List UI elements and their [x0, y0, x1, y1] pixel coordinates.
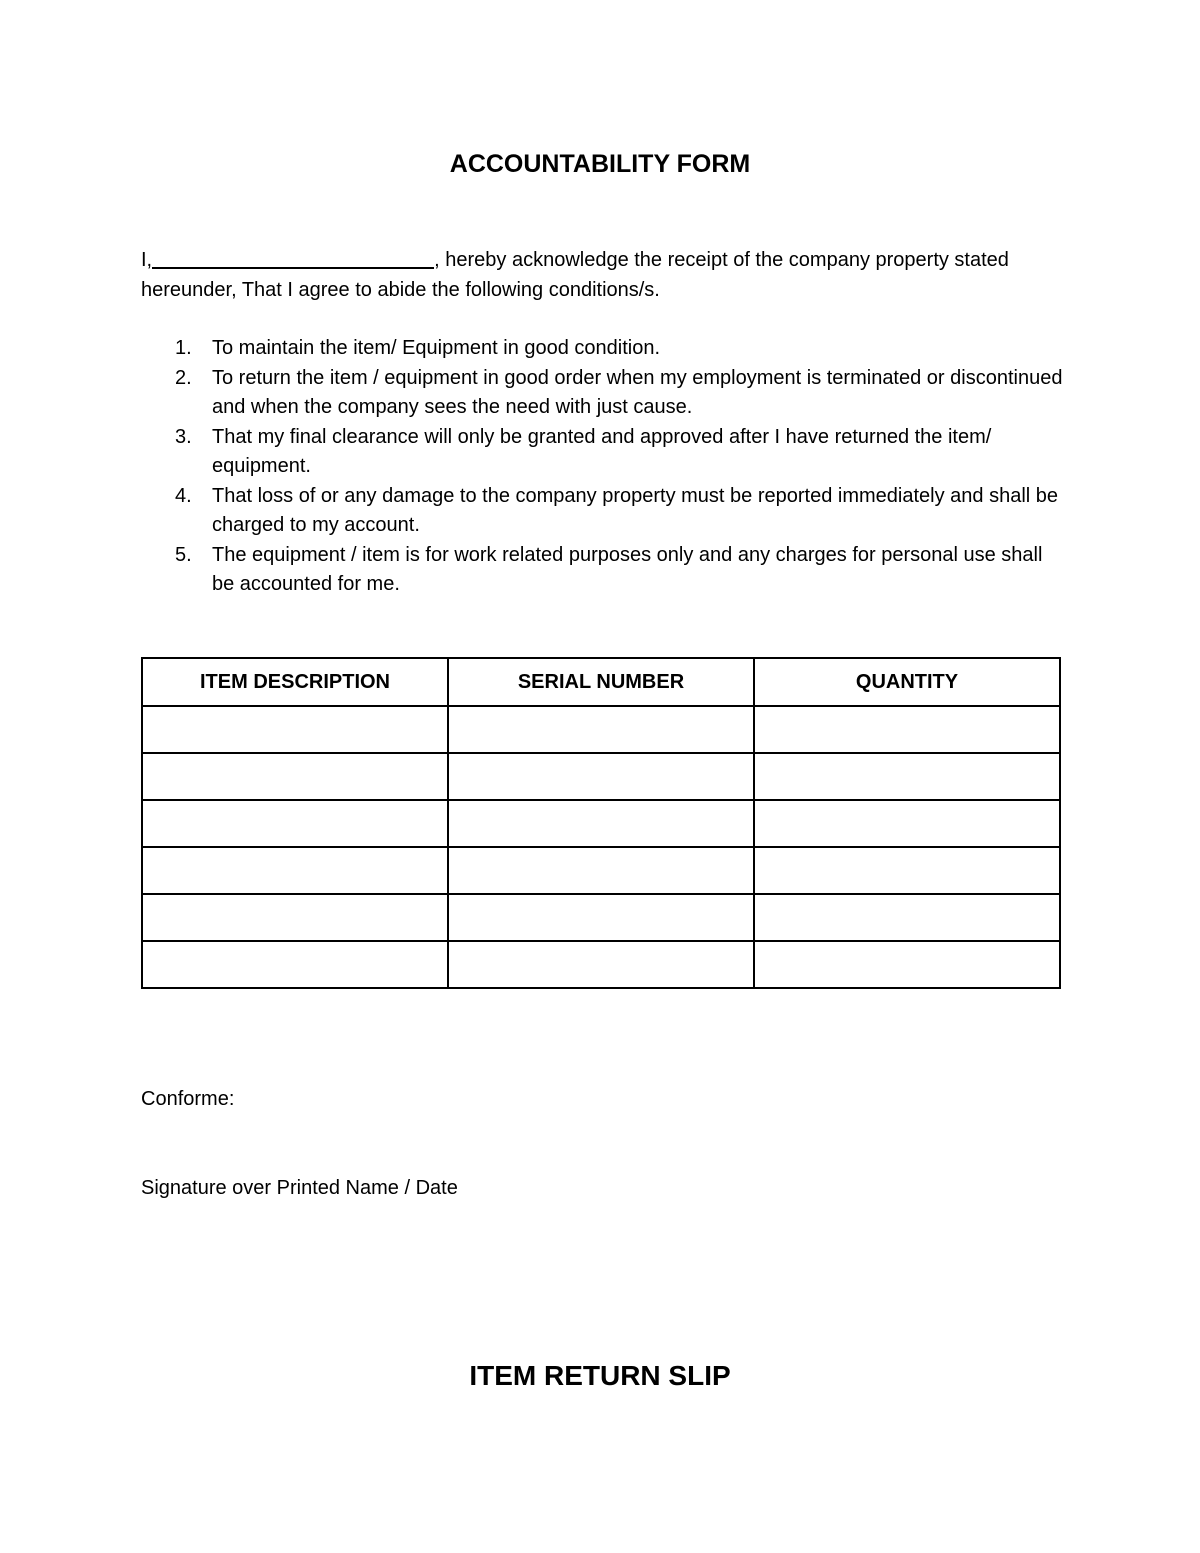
- form-title: ACCOUNTABILITY FORM: [449, 150, 751, 178]
- condition-number: 2.: [175, 366, 192, 389]
- serial-number-cell[interactable]: [448, 706, 754, 753]
- header-item-description: ITEM DESCRIPTION: [142, 658, 448, 706]
- condition-text: To return the item / equipment in good order when my employment is terminated or discontinued and when the company sees the need with just cause.: [212, 366, 1063, 418]
- table-row: [142, 941, 1060, 988]
- item-description-cell[interactable]: [142, 706, 448, 753]
- conditions-list: [141, 334, 1066, 600]
- quantity-cell[interactable]: [754, 941, 1060, 988]
- table-row: [142, 847, 1060, 894]
- quantity-cell[interactable]: [754, 800, 1060, 847]
- table-row: [142, 753, 1060, 800]
- header-serial-number: SERIAL NUMBER: [448, 658, 754, 706]
- quantity-cell[interactable]: [754, 753, 1060, 800]
- serial-number-cell[interactable]: [448, 753, 754, 800]
- condition-text: To maintain the item/ Equipment in good condition.: [212, 337, 661, 359]
- table-row: [142, 706, 1060, 753]
- item-description-cell[interactable]: [142, 800, 448, 847]
- item-description-cell[interactable]: [142, 941, 448, 988]
- condition-text: That loss of or any damage to the company property must be reported immediately and shall be charged to my account.: [212, 484, 1059, 536]
- quantity-cell[interactable]: [754, 706, 1060, 753]
- quantity-cell[interactable]: [754, 894, 1060, 941]
- condition-number: 4.: [175, 484, 192, 507]
- condition-text: The equipment / item is for work related purposes only and any charges for personal use shall be accounted for me.: [212, 543, 1043, 595]
- intro-prefix: I,: [141, 249, 153, 271]
- condition-number: 5.: [175, 543, 192, 566]
- serial-number-cell[interactable]: [448, 800, 754, 847]
- table-header-row: [142, 658, 1060, 706]
- item-description-cell[interactable]: [142, 753, 448, 800]
- item-description-cell[interactable]: [142, 847, 448, 894]
- table-row: [142, 894, 1060, 941]
- condition-number: 1.: [175, 337, 192, 359]
- condition-item: [141, 482, 1066, 541]
- condition-item: [141, 423, 1066, 482]
- condition-item: [141, 334, 1066, 364]
- serial-number-cell[interactable]: [448, 894, 754, 941]
- intro-text: , hereby acknowledge the receipt of the company property stated hereunder, That I agree to abide the following conditions/s.: [141, 249, 1009, 301]
- condition-item: [141, 541, 1066, 600]
- table-row: [142, 800, 1060, 847]
- conforme-label: Conforme:: [141, 1088, 235, 1110]
- serial-number-cell[interactable]: [448, 941, 754, 988]
- condition-number: 3.: [175, 425, 192, 448]
- return-slip-title: ITEM RETURN SLIP: [469, 1360, 731, 1391]
- header-quantity: QUANTITY: [754, 658, 1060, 706]
- serial-number-cell[interactable]: [448, 847, 754, 894]
- name-blank-line[interactable]: [152, 247, 434, 269]
- signature-label: Signature over Printed Name / Date: [141, 1177, 458, 1199]
- condition-item: [141, 364, 1066, 423]
- condition-text: That my final clearance will only be granted and approved after I have returned the item/ equipment.: [212, 425, 992, 477]
- quantity-cell[interactable]: [754, 847, 1060, 894]
- item-description-cell[interactable]: [142, 894, 448, 941]
- acknowledgement-paragraph: [141, 246, 1066, 305]
- items-table: [141, 657, 1061, 989]
